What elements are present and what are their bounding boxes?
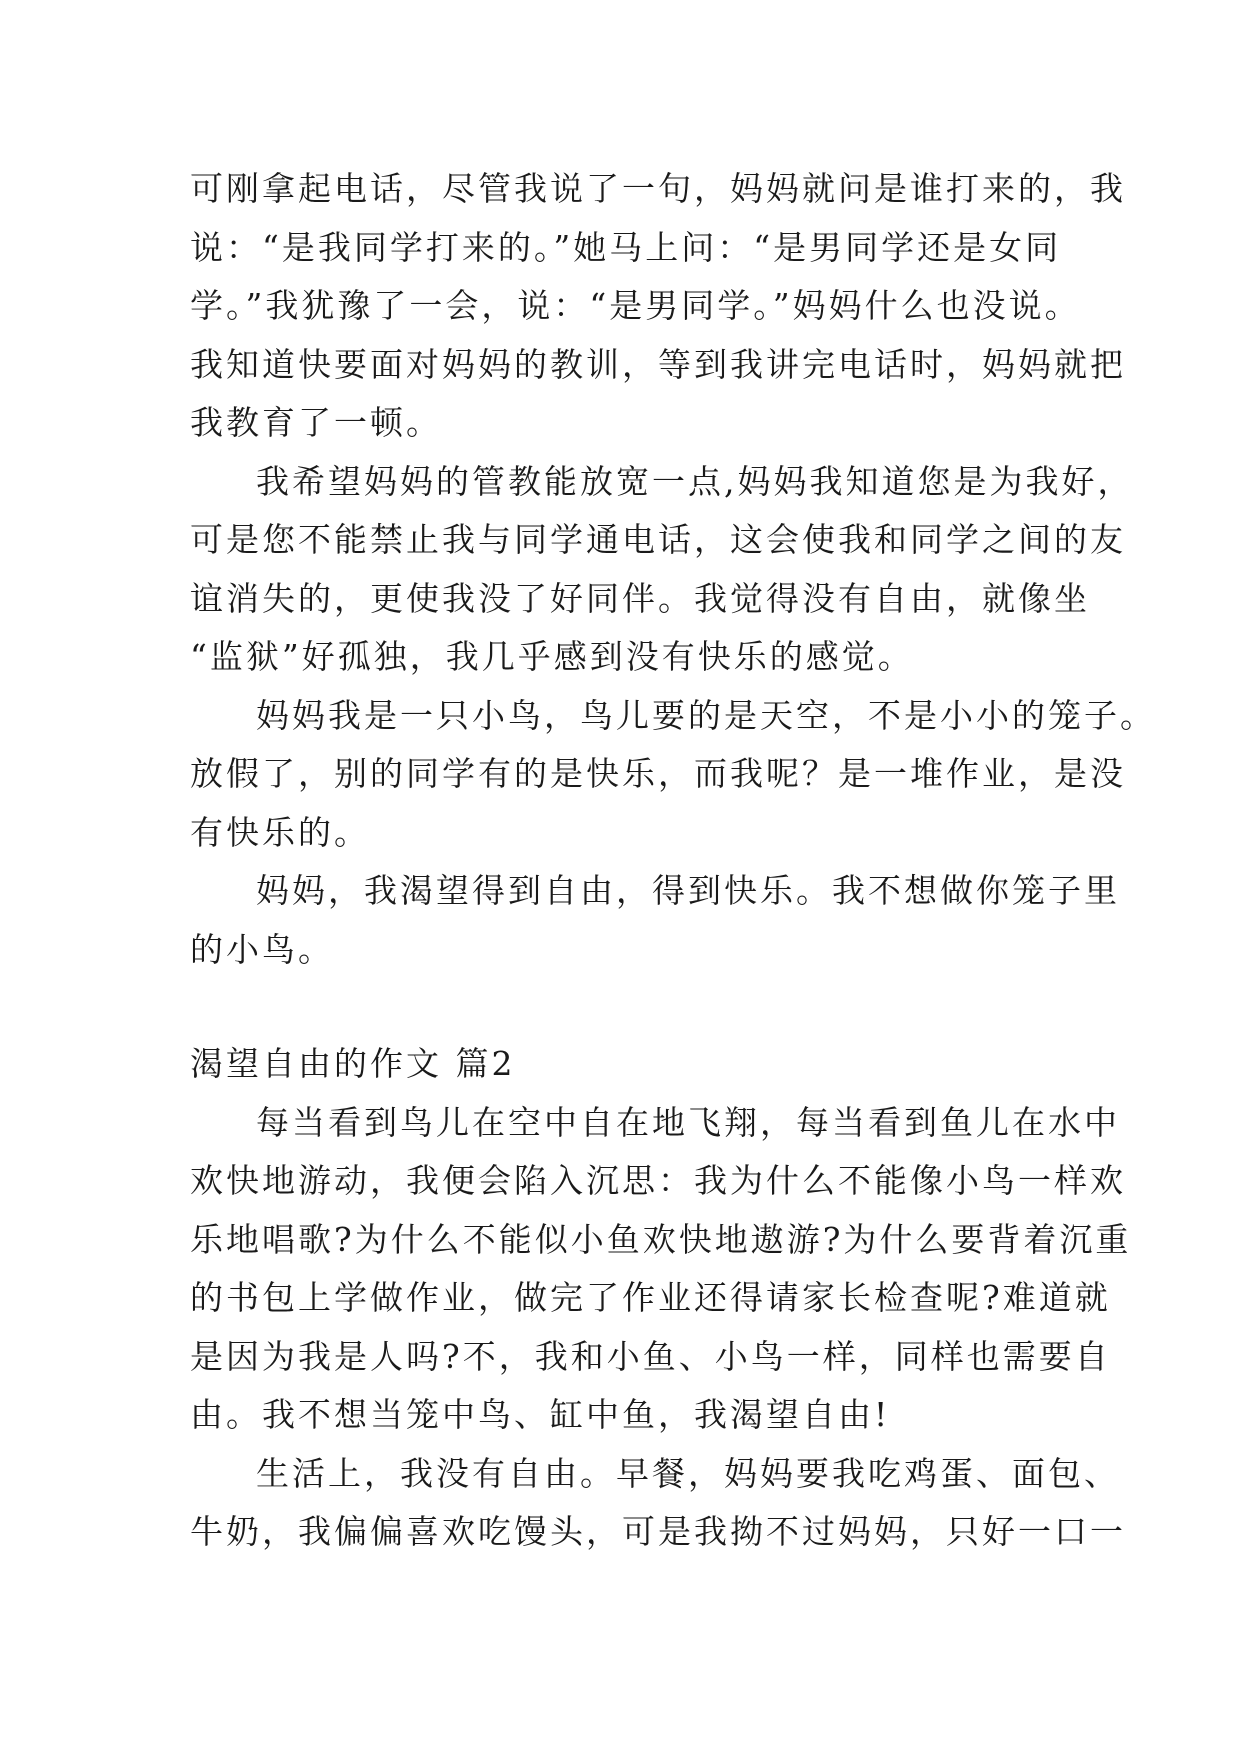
text-line: 我希望妈妈的管教能放宽一点,妈妈我知道您是为我好， [256, 461, 1134, 501]
text-line: 学。”我犹豫了一会，说：“是男同学。”妈妈什么也没说。 [190, 286, 1081, 325]
text-line: 谊消失的，更使我没了好同伴。我觉得没有自由，就像坐 [190, 578, 1090, 618]
text-line: 的书包上学做作业，做完了作业还得请家长检查呢?难道就 [190, 1278, 1111, 1317]
text-line: 妈妈我是一只小鸟，鸟儿要的是天空，不是小小的笼子。 [256, 695, 1156, 735]
text-line: 我教育了一顿。 [190, 403, 442, 442]
text-line: 妈妈，我渴望得到自由，得到快乐。我不想做你笼子里 [256, 871, 1120, 910]
text-line: 生活上，我没有自由。早餐，妈妈要我吃鸡蛋、面包、 [256, 1453, 1120, 1493]
paragraph [190, 1445, 1126, 1562]
text-line: 放假了，别的同学有的是快乐，而我呢？是一堆作业，是没 [190, 754, 1126, 793]
text-line: 由。我不想当笼中鸟、缸中鱼，我渴望自由! [190, 1395, 891, 1434]
text-line: 可是您不能禁止我与同学通电话，这会使我和同学之间的友 [190, 520, 1126, 559]
text-line: 的小鸟。 [190, 929, 334, 969]
text-line: 说：“是我同学打来的。”她马上问：“是男同学还是女同 [190, 227, 1062, 267]
document-body [190, 160, 1156, 1562]
paragraph [190, 687, 1156, 863]
section-2 [190, 1035, 1132, 1562]
paragraph [190, 453, 1134, 687]
paragraph [190, 862, 1120, 979]
text-line: “监狱”好孤独，我几乎感到没有快乐的感觉。 [190, 637, 914, 676]
paragraph [190, 1094, 1132, 1445]
text-line: 乐地唱歌?为什么不能似小鱼欢快地遨游?为什么要背着沉重 [190, 1219, 1132, 1259]
paragraph [190, 160, 1126, 453]
text-line: 我知道快要面对妈妈的教训，等到我讲完电话时，妈妈就把 [190, 344, 1126, 384]
text-line: 是因为我是人吗?不，我和小鱼、小鸟一样，同样也需要自 [190, 1336, 1111, 1376]
section-1 [190, 160, 1156, 979]
text-line: 欢快地游动，我便会陷入沉思：我为什么不能像小鸟一样欢 [190, 1161, 1126, 1200]
text-line: 可刚拿起电话，尽管我说了一句，妈妈就问是谁打来的，我 [190, 169, 1126, 208]
text-line: 每当看到鸟儿在空中自在地飞翔，每当看到鱼儿在水中 [256, 1102, 1120, 1142]
section-title: 渴望自由的作文 篇2 [190, 1044, 516, 1083]
text-line: 牛奶，我偏偏喜欢吃馒头，可是我拗不过妈妈，只好一口一 [190, 1512, 1126, 1551]
text-line: 有快乐的。 [190, 812, 370, 852]
